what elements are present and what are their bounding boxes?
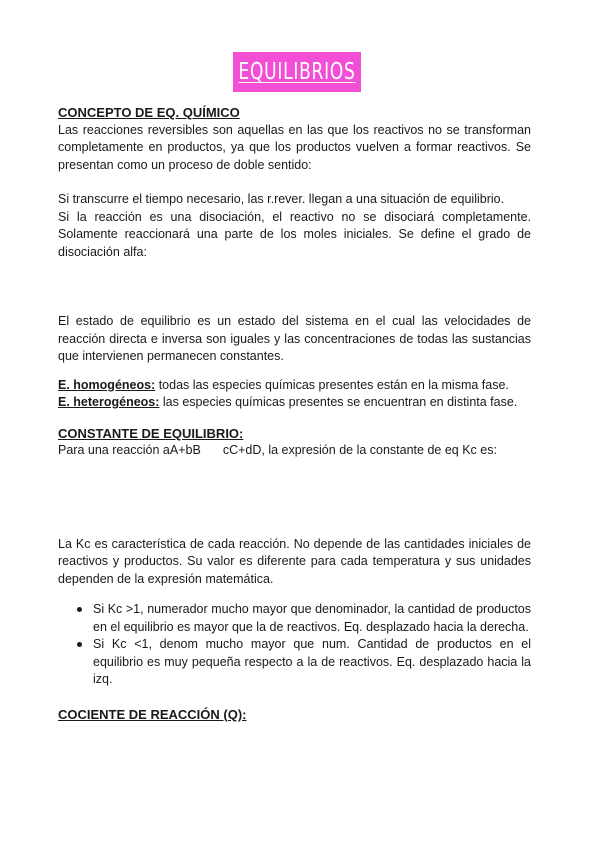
bullet-text: Si Kc <1, denom mucho mayor que num. Cantidad de productos en el equilibrio es muy pequeña respecto a la de reactivos. Eq. desplazado hacia la izq. [93,637,531,686]
paragraph-reaccion [58,442,531,460]
section-heading-cociente: COCIENTE DE REACCIÓN (Q): [58,706,247,722]
paragraph-estado-equilibrio: El estado de equilibrio es un estado del sistema en el cual las velocidades de reacción directa e inversa son iguales y las concentraciones de todas las sustancias que intervienen permanecen constantes. [58,314,531,363]
paragraph-reversibles: Las reacciones reversibles son aquellas en las que los reactivos no se transforman completamente en productos, ya que los productos vuelven a formar reactivos. Se presentan como un proceso de doble sentido: [58,122,531,172]
paragraph-disociacion: Si la reacción es una disociación, el reactivo no se disociará completamente. Solamente reaccionará una parte de los moles iniciales. Se define el grado de disociación alfa: [58,209,531,259]
reaction-prefix: Para una reacción aA+bB [58,443,201,457]
section-heading-constante: CONSTANTE DE EQUILIBRIO: [58,425,244,441]
list-item [58,601,531,636]
title-banner [233,52,361,92]
document-body [58,104,531,723]
term-heterogeneos: E. heterogéneos: [58,395,160,409]
term-homogeneos: E. homogéneos: [58,377,156,392]
bullet-icon [77,642,82,647]
bullet-icon [77,607,82,612]
definition-heterogeneos [58,394,531,412]
paragraph-kc: La Kc es característica de cada reacción. No depende de las cantidades iniciales de reactivos y productos. Su valor es diferente para cada temperatura y sus unidades dependen de la expresión matemática. [58,536,531,586]
kc-bullet-list [58,601,531,689]
page-title: EQUILIBRIOS [238,59,356,85]
definition-homogeneos-text: todas las especies químicas presentes están en la misma fase. [155,377,509,392]
definition-homogeneos [58,377,531,395]
list-item [58,636,531,689]
paragraph-tiempo: Si transcurre el tiempo necesario, las r.rever. llegan a una situación de equilibrio. [58,192,505,206]
definition-heterogeneos-text: las especies químicas presentes se encuentran en distinta fase. [159,395,518,409]
section-heading-concepto: CONCEPTO DE EQ. QUÍMICO [58,105,240,120]
reaction-suffix: cC+dD, la expresión de la constante de eq Kc es: [222,443,497,457]
bullet-text: Si Kc >1, numerador mucho mayor que denominador, la cantidad de productos en el equilibrio es mayor que la de reactivos. Eq. desplazado hacia la derecha. [93,602,531,634]
